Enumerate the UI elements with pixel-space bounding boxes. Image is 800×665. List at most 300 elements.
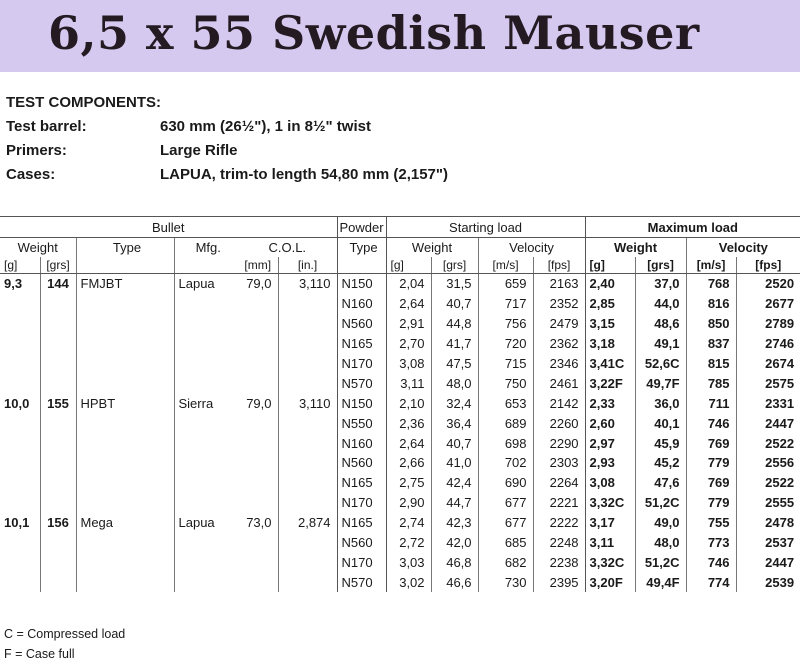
start-velocity-ms: 677 xyxy=(478,513,533,533)
powder-type: N570 xyxy=(337,572,386,592)
powder-type: N170 xyxy=(337,552,386,572)
bullet-weight-grs: 155 xyxy=(40,393,76,413)
bullet-mfg: Lapua xyxy=(174,513,238,533)
table-row xyxy=(0,473,800,493)
max-velocity-fps: 2522 xyxy=(736,433,800,453)
start-velocity-fps: 2352 xyxy=(533,294,585,314)
max-weight-g: 3,11 xyxy=(585,533,635,553)
col-in xyxy=(278,493,337,513)
max-weight-g: 3,20F xyxy=(585,572,635,592)
powder-type-header: Type xyxy=(337,238,386,258)
footnotes xyxy=(4,624,125,664)
max-weight-g: 3,08 xyxy=(585,473,635,493)
max-weight-g: 2,85 xyxy=(585,294,635,314)
powder-group-header: Powder xyxy=(337,217,386,238)
start-weight-grs: 41,0 xyxy=(431,453,478,473)
max-velocity-ms: 746 xyxy=(686,552,736,572)
start-velocity-fps: 2222 xyxy=(533,513,585,533)
bullet-weight-header: Weight xyxy=(17,240,58,255)
start-weight-g: 2,74 xyxy=(386,513,431,533)
start-weight-grs: 42,4 xyxy=(431,473,478,493)
bullet-weight-g xyxy=(0,473,40,493)
start-weight-grs: 46,6 xyxy=(431,572,478,592)
col-mm xyxy=(238,373,278,393)
start-weight-g: 2,90 xyxy=(386,493,431,513)
bullet-weight-grs: 156 xyxy=(40,513,76,533)
col-in xyxy=(278,294,337,314)
start-velocity-ms: 756 xyxy=(478,314,533,334)
max-weight-g: 3,22F xyxy=(585,373,635,393)
bullet-weight-grs xyxy=(40,473,76,493)
start-weight-g: 2,91 xyxy=(386,314,431,334)
max-weight-grs: 52,6C xyxy=(635,354,686,374)
table-row xyxy=(0,393,800,413)
bullet-type xyxy=(76,354,174,374)
bullet-weight-g xyxy=(0,533,40,553)
bullet-mfg xyxy=(174,572,238,592)
col-in xyxy=(278,433,337,453)
col-in xyxy=(278,413,337,433)
start-velocity-ms: 659 xyxy=(478,274,533,294)
col-mm: 79,0 xyxy=(246,276,272,292)
bullet-group-header: Bullet xyxy=(0,217,337,238)
start-velocity-fps: 2260 xyxy=(533,413,585,433)
max-velocity-ms: 837 xyxy=(686,334,736,354)
unit-mm: [mm] xyxy=(238,257,278,274)
powder-type: N560 xyxy=(337,453,386,473)
start-velocity-fps: 2395 xyxy=(533,572,585,592)
unit-powder-grs: [grs] xyxy=(431,257,478,274)
col-mm xyxy=(238,552,278,572)
start-weight-g: 3,03 xyxy=(386,552,431,572)
max-weight-g: 2,93 xyxy=(585,453,635,473)
bullet-mfg xyxy=(174,373,238,393)
bullet-weight-grs xyxy=(40,373,76,393)
col-in xyxy=(278,314,337,334)
unit-max-ms: [m/s] xyxy=(686,257,736,274)
bullet-weight-g xyxy=(0,294,40,314)
max-velocity-fps: 2447 xyxy=(736,552,800,572)
table-row xyxy=(0,314,800,334)
col-mm: 73,0 xyxy=(246,515,272,531)
table-row xyxy=(0,433,800,453)
start-weight-grs: 31,5 xyxy=(431,274,478,294)
table-row xyxy=(0,552,800,572)
powder-type: N165 xyxy=(337,473,386,493)
max-weight-grs: 40,1 xyxy=(635,413,686,433)
bullet-mfg xyxy=(174,533,238,553)
starting-load-header: Starting load xyxy=(386,217,585,238)
bullet-mfg xyxy=(174,354,238,374)
start-weight-g: 2,72 xyxy=(386,533,431,553)
max-velocity-fps: 2520 xyxy=(736,274,800,294)
start-velocity-fps: 2221 xyxy=(533,493,585,513)
bullet-weight-grs xyxy=(40,413,76,433)
max-weight-header: Weight xyxy=(585,238,686,258)
bullet-mfg xyxy=(174,552,238,572)
component-label: Cases: xyxy=(6,165,56,183)
start-velocity-fps: 2248 xyxy=(533,533,585,553)
footnote-compressed: C = Compressed load xyxy=(4,627,126,641)
max-weight-grs: 45,2 xyxy=(635,453,686,473)
bullet-weight-g xyxy=(0,354,40,374)
start-weight-grs: 42,3 xyxy=(431,513,478,533)
start-velocity-fps: 2238 xyxy=(533,552,585,572)
start-weight-grs: 44,7 xyxy=(431,493,478,513)
unit-blank xyxy=(337,257,386,274)
col-mm xyxy=(238,572,278,592)
bullet-weight-grs xyxy=(40,354,76,374)
start-weight-grs: 36,4 xyxy=(431,413,478,433)
powder-type: N550 xyxy=(337,413,386,433)
table-row xyxy=(0,354,800,374)
start-velocity-ms: 653 xyxy=(478,393,533,413)
start-velocity-ms: 677 xyxy=(478,493,533,513)
col-mm xyxy=(238,433,278,453)
col-mm xyxy=(238,453,278,473)
start-weight-g: 2,64 xyxy=(386,433,431,453)
col-in xyxy=(278,334,337,354)
bullet-weight-g: 10,1 xyxy=(4,515,30,531)
max-weight-grs: 48,0 xyxy=(635,533,686,553)
max-weight-g: 3,15 xyxy=(585,314,635,334)
table-row xyxy=(0,373,800,393)
powder-type: N170 xyxy=(337,493,386,513)
start-velocity-ms: 698 xyxy=(478,433,533,453)
bullet-mfg: Lapua xyxy=(174,274,238,294)
max-velocity-fps: 2522 xyxy=(736,473,800,493)
powder-type: N560 xyxy=(337,533,386,553)
start-velocity-header: Velocity xyxy=(478,238,585,258)
bullet-weight-grs xyxy=(40,493,76,513)
component-label: Test barrel: xyxy=(6,117,87,135)
max-velocity-ms: 785 xyxy=(686,373,736,393)
col-mm xyxy=(238,473,278,493)
component-row xyxy=(6,162,566,186)
bullet-mfg: Sierra xyxy=(174,393,238,413)
bullet-type: Mega xyxy=(76,513,174,533)
bullet-type xyxy=(76,413,174,433)
table-row xyxy=(0,493,800,513)
max-velocity-ms: 711 xyxy=(686,393,736,413)
unit-in: [in.] xyxy=(278,257,337,274)
max-velocity-fps: 2789 xyxy=(736,314,800,334)
col-in xyxy=(278,373,337,393)
col-in xyxy=(278,533,337,553)
start-weight-grs: 41,7 xyxy=(431,334,478,354)
col-in: 3,110 xyxy=(278,274,337,294)
component-row xyxy=(6,138,566,162)
bullet-type xyxy=(76,572,174,592)
start-weight-grs: 32,4 xyxy=(431,393,478,413)
start-weight-grs: 40,7 xyxy=(431,294,478,314)
col-mm xyxy=(238,493,278,513)
unit-grs: [grs] xyxy=(40,257,76,274)
bullet-weight-grs xyxy=(40,433,76,453)
max-velocity-ms: 769 xyxy=(686,433,736,453)
bullet-weight-grs xyxy=(40,552,76,572)
max-velocity-fps: 2677 xyxy=(736,294,800,314)
max-weight-grs: 48,6 xyxy=(635,314,686,334)
max-weight-g: 2,60 xyxy=(585,413,635,433)
component-row xyxy=(6,114,566,138)
start-velocity-ms: 715 xyxy=(478,354,533,374)
start-velocity-fps: 2362 xyxy=(533,334,585,354)
unit-blank xyxy=(76,257,174,274)
max-velocity-ms: 779 xyxy=(686,493,736,513)
max-velocity-fps: 2478 xyxy=(736,513,800,533)
powder-type: N165 xyxy=(337,334,386,354)
col-in xyxy=(278,552,337,572)
max-weight-grs: 44,0 xyxy=(635,294,686,314)
bullet-type xyxy=(76,373,174,393)
start-weight-g: 3,11 xyxy=(386,373,431,393)
max-velocity-header: Velocity xyxy=(686,238,800,258)
bullet-type xyxy=(76,314,174,334)
start-velocity-fps: 2290 xyxy=(533,433,585,453)
start-weight-g: 3,02 xyxy=(386,572,431,592)
footnote-case-full: F = Case full xyxy=(4,647,75,661)
unit-powder-g: [g] xyxy=(386,257,431,274)
start-weight-grs: 48,0 xyxy=(431,373,478,393)
start-velocity-ms: 717 xyxy=(478,294,533,314)
max-velocity-fps: 2575 xyxy=(736,373,800,393)
bullet-weight-g xyxy=(0,493,40,513)
start-weight-g: 2,64 xyxy=(386,294,431,314)
unit-blank xyxy=(174,257,238,274)
units-row xyxy=(0,257,800,274)
start-weight-grs: 44,8 xyxy=(431,314,478,334)
bullet-type: HPBT xyxy=(76,393,174,413)
col-mm: 79,0 xyxy=(246,395,272,411)
start-velocity-fps: 2264 xyxy=(533,473,585,493)
max-weight-g: 3,18 xyxy=(585,334,635,354)
bullet-type xyxy=(76,473,174,493)
max-weight-g: 3,32C xyxy=(585,552,635,572)
bullet-weight-g xyxy=(0,453,40,473)
table-row xyxy=(0,274,800,294)
max-weight-grs: 49,0 xyxy=(635,513,686,533)
powder-type: N150 xyxy=(337,393,386,413)
col-in xyxy=(278,453,337,473)
start-velocity-ms: 750 xyxy=(478,373,533,393)
start-weight-g: 2,66 xyxy=(386,453,431,473)
load-rows xyxy=(0,274,800,593)
max-velocity-fps: 2539 xyxy=(736,572,800,592)
col-mm xyxy=(238,533,278,553)
start-weight-grs: 42,0 xyxy=(431,533,478,553)
component-value: LAPUA, trim-to length 54,80 mm (2,157") xyxy=(160,165,449,183)
max-weight-g: 2,33 xyxy=(585,393,635,413)
powder-type: N560 xyxy=(337,314,386,334)
max-velocity-ms: 755 xyxy=(686,513,736,533)
bullet-weight-grs xyxy=(40,334,76,354)
start-weight-g: 2,10 xyxy=(386,393,431,413)
start-velocity-fps: 2346 xyxy=(533,354,585,374)
col-mm xyxy=(238,314,278,334)
start-weight-header: Weight xyxy=(386,238,478,258)
col-header: C.O.L. xyxy=(268,240,307,255)
table-row xyxy=(0,533,800,553)
bullet-type-header: Type xyxy=(76,238,174,258)
bullet-type xyxy=(76,334,174,354)
max-velocity-ms: 773 xyxy=(686,533,736,553)
max-weight-g: 2,40 xyxy=(585,274,635,294)
powder-type: N165 xyxy=(337,513,386,533)
max-velocity-ms: 769 xyxy=(686,473,736,493)
bullet-weight-g xyxy=(0,373,40,393)
powder-type: N170 xyxy=(337,354,386,374)
max-velocity-ms: 850 xyxy=(686,314,736,334)
max-velocity-ms: 816 xyxy=(686,294,736,314)
table-row xyxy=(0,413,800,433)
bullet-type xyxy=(76,433,174,453)
start-weight-grs: 40,7 xyxy=(431,433,478,453)
max-weight-grs: 36,0 xyxy=(635,393,686,413)
max-velocity-fps: 2447 xyxy=(736,413,800,433)
col-mm xyxy=(238,334,278,354)
start-velocity-fps: 2461 xyxy=(533,373,585,393)
bullet-type xyxy=(76,552,174,572)
page-title: 6,5 x 55 Swedish Mauser xyxy=(48,6,700,60)
unit-g: [g] xyxy=(0,257,40,274)
col-mm xyxy=(238,413,278,433)
bullet-type xyxy=(76,453,174,473)
table-row xyxy=(0,294,800,314)
bullet-mfg xyxy=(174,453,238,473)
bullet-weight-grs: 144 xyxy=(40,274,76,294)
col-in: 2,874 xyxy=(278,513,337,533)
mfg-header: Mfg. xyxy=(174,238,238,258)
bullet-weight-g xyxy=(0,552,40,572)
powder-type: N150 xyxy=(337,274,386,294)
powder-type: N160 xyxy=(337,433,386,453)
max-weight-grs: 49,1 xyxy=(635,334,686,354)
bullet-mfg xyxy=(174,334,238,354)
bullet-type xyxy=(76,294,174,314)
start-velocity-ms: 730 xyxy=(478,572,533,592)
max-weight-grs: 37,0 xyxy=(635,274,686,294)
subheader-row xyxy=(0,238,800,258)
max-velocity-ms: 746 xyxy=(686,413,736,433)
table-row xyxy=(0,513,800,533)
start-velocity-ms: 685 xyxy=(478,533,533,553)
max-weight-grs: 51,2C xyxy=(635,493,686,513)
table-row xyxy=(0,334,800,354)
bullet-mfg xyxy=(174,493,238,513)
bullet-weight-g xyxy=(0,413,40,433)
start-weight-g: 2,04 xyxy=(386,274,431,294)
bullet-weight-g xyxy=(0,433,40,453)
start-velocity-ms: 690 xyxy=(478,473,533,493)
component-value: Large Rifle xyxy=(160,141,238,159)
title-banner xyxy=(0,0,800,72)
bullet-weight-g: 9,3 xyxy=(4,276,23,292)
start-velocity-fps: 2163 xyxy=(533,274,585,294)
start-weight-grs: 47,5 xyxy=(431,354,478,374)
powder-type: N570 xyxy=(337,373,386,393)
start-velocity-fps: 2303 xyxy=(533,453,585,473)
component-label: Primers: xyxy=(6,141,67,159)
start-velocity-fps: 2479 xyxy=(533,314,585,334)
col-in xyxy=(278,354,337,374)
load-data-table xyxy=(0,216,800,592)
bullet-weight-g: 10,0 xyxy=(4,395,30,411)
bullet-type xyxy=(76,533,174,553)
bullet-weight-grs xyxy=(40,294,76,314)
unit-fps: [fps] xyxy=(533,257,585,274)
col-in xyxy=(278,572,337,592)
bullet-weight-grs xyxy=(40,572,76,592)
col-in xyxy=(278,473,337,493)
unit-max-fps: [fps] xyxy=(736,257,800,274)
bullet-mfg xyxy=(174,433,238,453)
max-weight-grs: 45,9 xyxy=(635,433,686,453)
maximum-load-header: Maximum load xyxy=(585,217,800,238)
bullet-type: FMJBT xyxy=(76,274,174,294)
start-velocity-ms: 702 xyxy=(478,453,533,473)
bullet-mfg xyxy=(174,473,238,493)
bullet-mfg xyxy=(174,294,238,314)
max-weight-g: 3,17 xyxy=(585,513,635,533)
start-weight-g: 2,70 xyxy=(386,334,431,354)
max-weight-grs: 51,2C xyxy=(635,552,686,572)
max-velocity-fps: 2746 xyxy=(736,334,800,354)
start-weight-g: 2,36 xyxy=(386,413,431,433)
start-weight-g: 3,08 xyxy=(386,354,431,374)
bullet-type xyxy=(76,493,174,513)
bullet-mfg xyxy=(174,413,238,433)
table-row xyxy=(0,453,800,473)
max-weight-grs: 47,6 xyxy=(635,473,686,493)
bullet-weight-grs xyxy=(40,314,76,334)
max-velocity-ms: 768 xyxy=(686,274,736,294)
start-velocity-ms: 720 xyxy=(478,334,533,354)
unit-max-g: [g] xyxy=(585,257,635,274)
max-velocity-fps: 2555 xyxy=(736,493,800,513)
max-velocity-ms: 779 xyxy=(686,453,736,473)
start-velocity-ms: 689 xyxy=(478,413,533,433)
start-weight-g: 2,75 xyxy=(386,473,431,493)
unit-max-grs: [grs] xyxy=(635,257,686,274)
col-in: 3,110 xyxy=(278,393,337,413)
start-velocity-fps: 2142 xyxy=(533,393,585,413)
bullet-weight-grs xyxy=(40,453,76,473)
max-weight-grs: 49,7F xyxy=(635,373,686,393)
start-weight-grs: 46,8 xyxy=(431,552,478,572)
max-weight-g: 3,32C xyxy=(585,493,635,513)
test-components xyxy=(6,94,566,186)
bullet-weight-g xyxy=(0,334,40,354)
col-mm xyxy=(238,354,278,374)
max-weight-g: 2,97 xyxy=(585,433,635,453)
max-velocity-fps: 2556 xyxy=(736,453,800,473)
start-velocity-ms: 682 xyxy=(478,552,533,572)
max-velocity-ms: 774 xyxy=(686,572,736,592)
bullet-weight-g xyxy=(0,572,40,592)
components-heading: TEST COMPONENTS: xyxy=(6,94,162,111)
component-value: 630 mm (26½"), 1 in 8½" twist xyxy=(160,117,371,135)
bullet-weight-grs xyxy=(40,533,76,553)
table-row xyxy=(0,572,800,592)
unit-ms: [m/s] xyxy=(478,257,533,274)
max-weight-grs: 49,4F xyxy=(635,572,686,592)
max-velocity-fps: 2331 xyxy=(736,393,800,413)
powder-type: N160 xyxy=(337,294,386,314)
max-velocity-fps: 2674 xyxy=(736,354,800,374)
max-velocity-fps: 2537 xyxy=(736,533,800,553)
bullet-mfg xyxy=(174,314,238,334)
